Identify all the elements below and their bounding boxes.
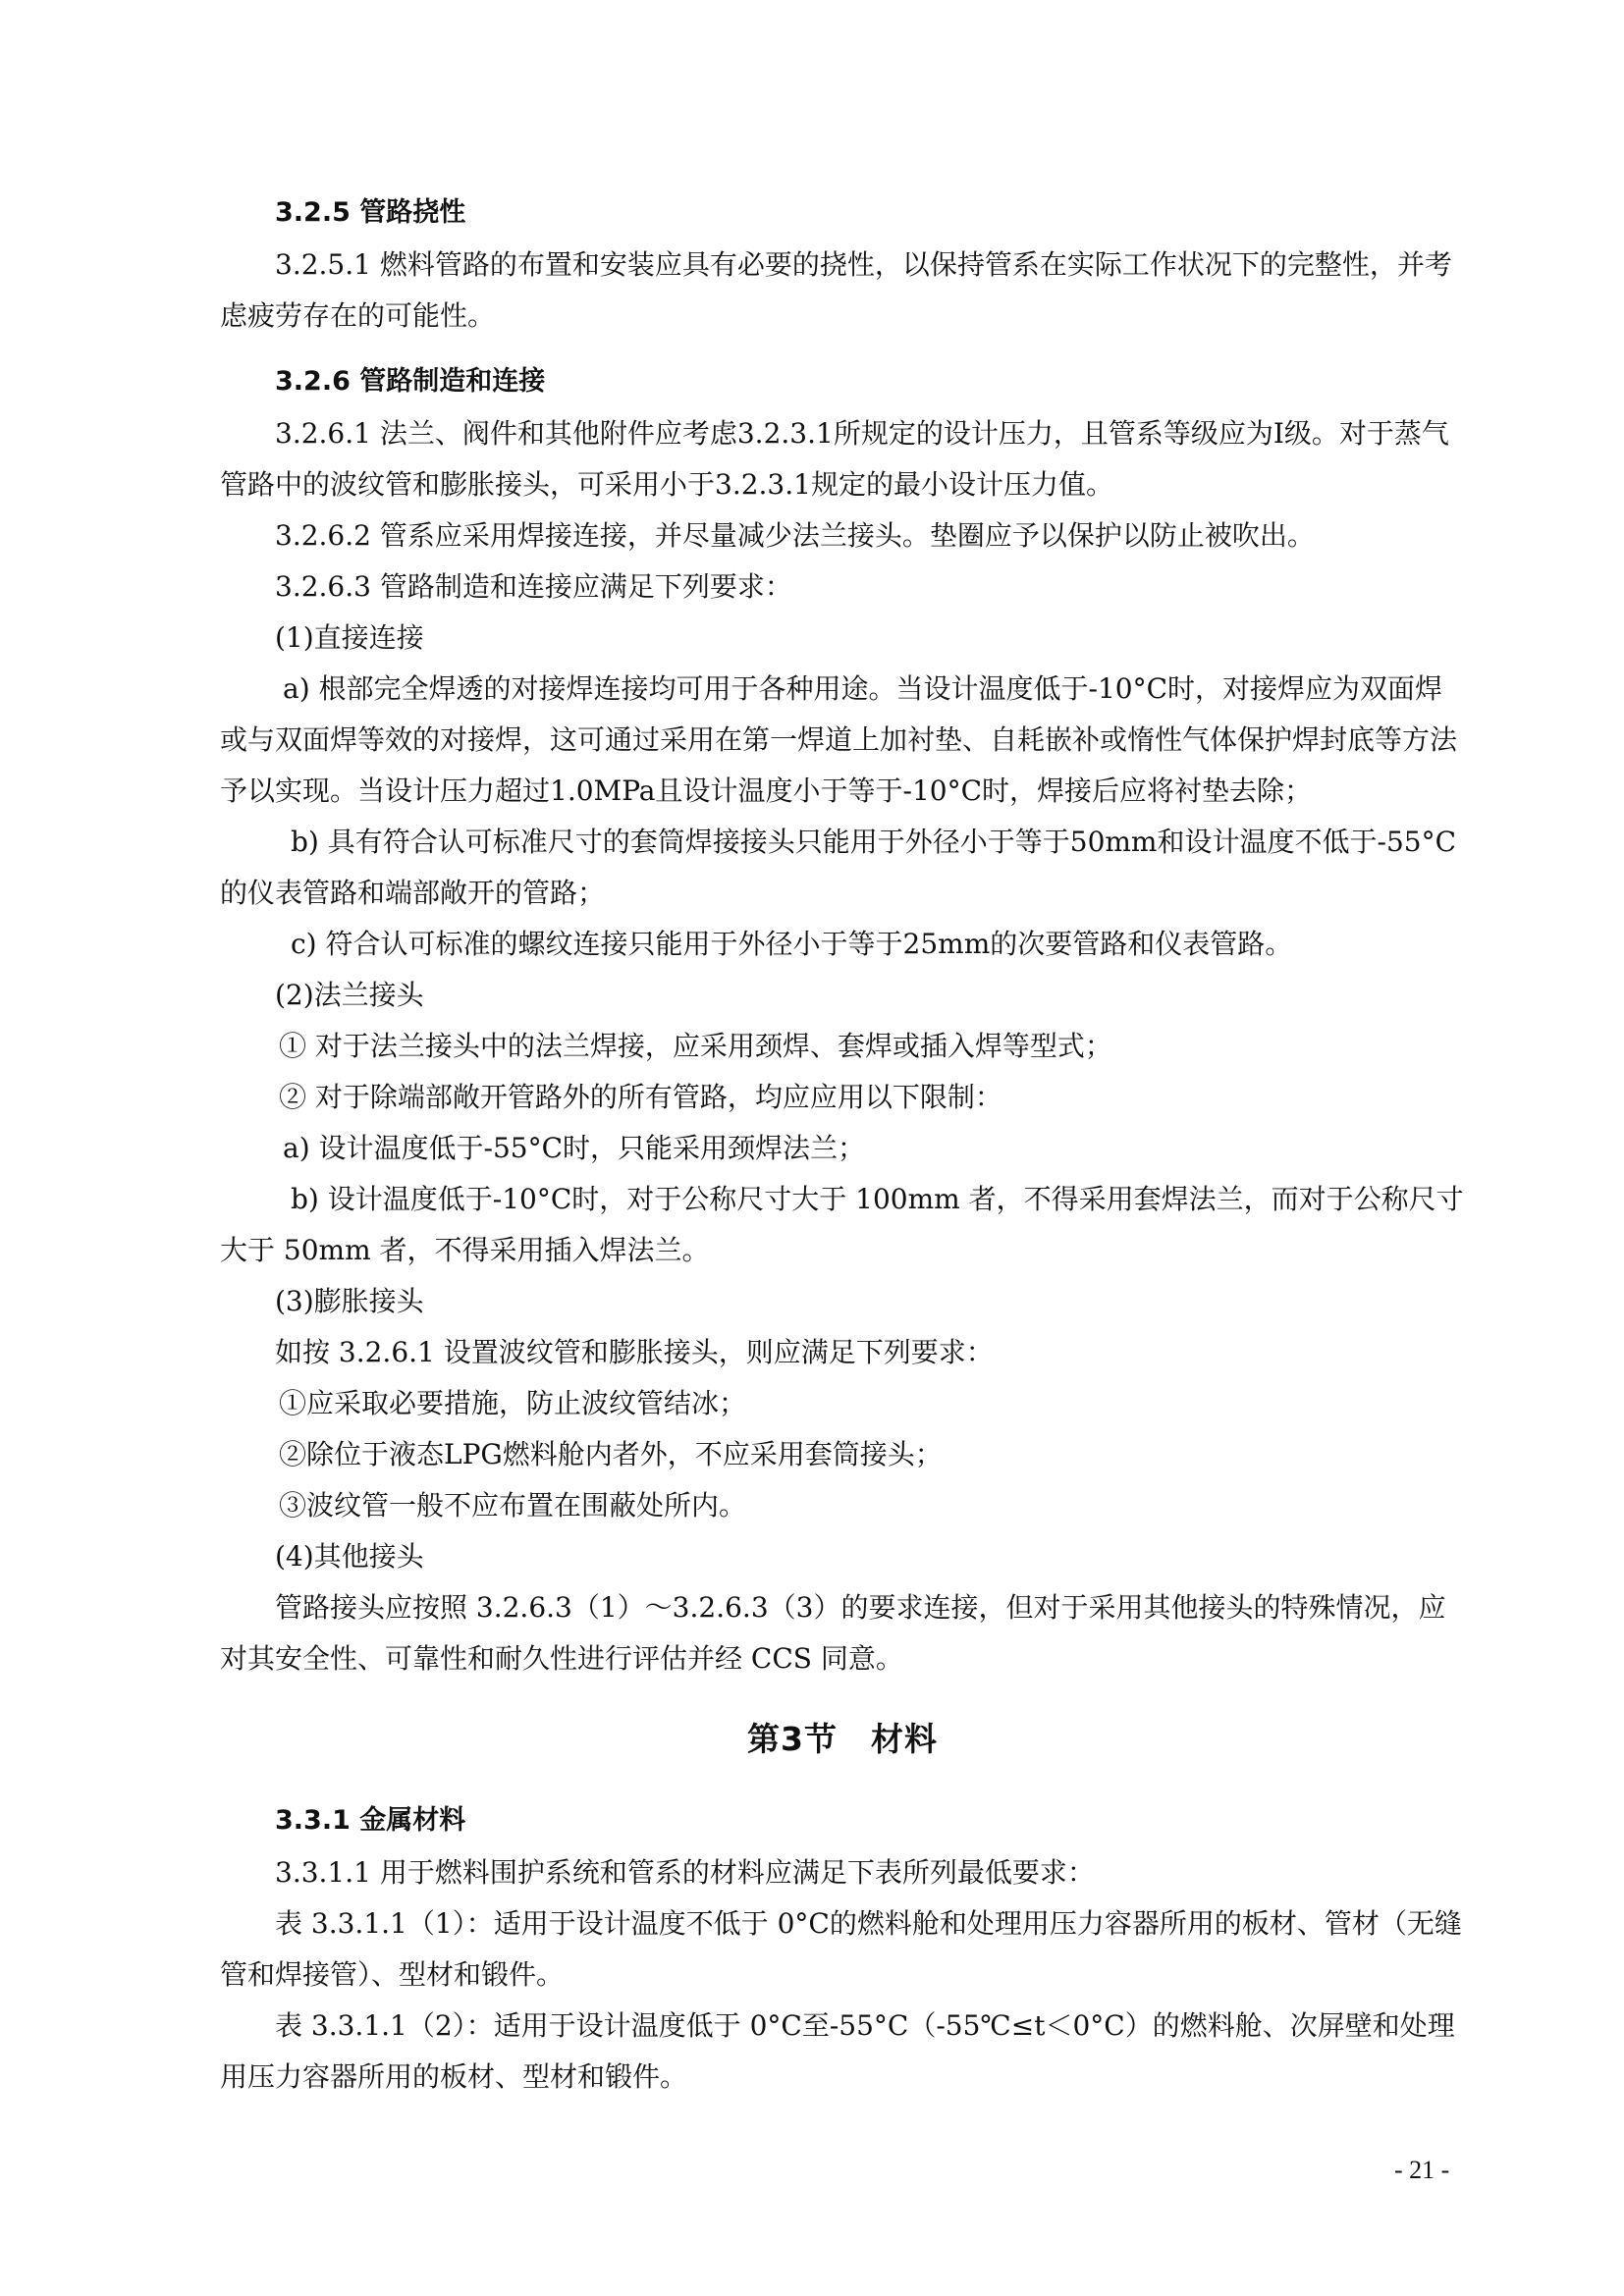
item-flange-joints-2-a: a) 设计温度低于-55°C时，只能采用颈焊法兰； [283, 1132, 866, 1164]
item-other-joints: (4)其他接头 [275, 1540, 424, 1573]
expansion-joints-2: ②除位于液态LPG燃料舱内者外，不应采用套筒接头； [279, 1438, 943, 1470]
section-number: 第3节 [747, 1720, 838, 1758]
heading-3-3-1: 3.3.1 金属材料 [275, 1805, 466, 1836]
expansion-joints-1: ①应采取必要措施，防止波纹管结冰； [279, 1387, 747, 1419]
item-direct-connection: (1)直接连接 [275, 621, 424, 654]
heading-3-2-5: 3.2.5 管路挠性 [275, 197, 466, 228]
table-note-2: 表 3.3.1.1（2）：适用于设计温度低于 0°C至-55°C（-55℃≤t＜0°C）的燃料舱、次屏壁和处理用压力容器所用的板材、型材和锻件。 [220, 2009, 1455, 2093]
section-name: 材料 [870, 1720, 938, 1758]
paragraph-3-2-6-1: 3.2.6.1 法兰、阀件和其他附件应考虑3.2.3.1所规定的设计压力，且管系等级应为I级。对于蒸气管路中的波纹管和膨胀接头，可采用小于3.2.3.1规定的最小设计压力值。 [220, 417, 1449, 501]
paragraph-3-2-5-1: 3.2.5.1 燃料管路的布置和安装应具有必要的挠性，以保持管系在实际工作状况下的完整性，并考虑疲劳存在的可能性。 [220, 248, 1452, 332]
expansion-joints-intro: 如按 3.2.6.1 设置波纹管和膨胀接头，则应满足下列要求： [275, 1336, 994, 1368]
item-flange-joints-2: ② 对于除端部敞开管路外的所有管路，均应应用以下限制： [279, 1081, 1002, 1113]
paragraph-3-3-1-1: 3.3.1.1 用于燃料围护系统和管系的材料应满足下表所列最低要求： [275, 1856, 1095, 1889]
item-direct-connection-c: c) 符合认可标准的螺纹连接只能用于外径小于等于25mm的次要管路和仪表管路。 [291, 928, 1293, 960]
item-flange-joints-1: ① 对于法兰接头中的法兰焊接，应采用颈焊、套焊或插入焊等型式； [279, 1030, 1112, 1062]
item-direct-connection-a: a) 根部完全焊透的对接焊连接均可用于各种用途。当设计温度低于-10°C时，对接焊应为双面焊或与双面焊等效的对接焊，这可通过采用在第一焊道上加衬垫、自耗嵌补或惰性气体保护焊封底等方法予以实现。当设计压力超过1.0MPa且设计温度小于等于-10°C时，焊接后应将衬垫去除； [220, 672, 1458, 807]
paragraph-3-2-6-3: 3.2.6.3 管路制造和连接应满足下列要求： [275, 570, 792, 603]
expansion-joints-3: ③波纹管一般不应布置在围蔽处所内。 [279, 1489, 747, 1522]
paragraph-3-2-6-2: 3.2.6.2 管系应采用焊接连接，并尽量减少法兰接头。垫圈应予以保护以防止被吹出。 [275, 519, 1315, 552]
section-title [220, 1710, 1465, 1769]
document-body [220, 187, 1465, 2103]
table-note-1: 表 3.3.1.1（1）：适用于设计温度不低于 0°C的燃料舱和处理用压力容器所用的板材、管材（无缝管和焊接管）、型材和锻件。 [220, 1907, 1462, 1991]
heading-3-2-6: 3.2.6 管路制造和连接 [275, 366, 546, 397]
item-expansion-joints: (3)膨胀接头 [275, 1285, 424, 1317]
item-direct-connection-b: b) 具有符合认可标准尺寸的套筒焊接接头只能用于外径小于等于50mm和设计温度不低于-55°C的仪表管路和端部敞开的管路； [220, 826, 1456, 909]
page-number: - 21 - [1394, 2156, 1450, 2184]
item-flange-joints-2-b: b) 设计温度低于-10°C时，对于公称尺寸大于 100mm 者，不得采用套焊法兰，而对于公称尺寸大于 50mm 者，不得采用插入焊法兰。 [220, 1183, 1464, 1266]
item-flange-joints: (2)法兰接头 [275, 979, 424, 1011]
other-joints-text: 管路接头应按照 3.2.6.3（1）～3.2.6.3（3）的要求连接，但对于采用其他接头的特殊情况，应对其安全性、可靠性和耐久性进行评估并经 CCS 同意。 [220, 1591, 1446, 1675]
